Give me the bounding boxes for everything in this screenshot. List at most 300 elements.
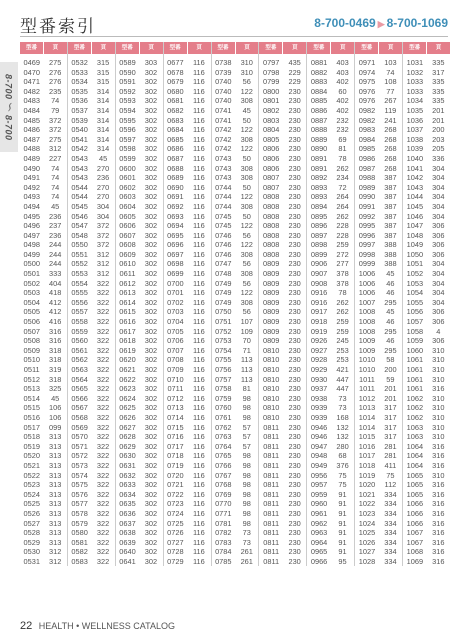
page-ref: 302 <box>144 278 158 288</box>
page-ref: 70 <box>242 336 251 346</box>
model-number: 0809 <box>262 336 280 346</box>
table-row <box>20 432 67 442</box>
page-ref: 314 <box>96 96 110 106</box>
page-ref: 230 <box>288 249 301 259</box>
model-number: 0690 <box>167 182 184 192</box>
page-ref: 272 <box>336 249 349 259</box>
table-row <box>20 279 67 289</box>
model-number: 0697 <box>167 249 184 259</box>
table-row <box>116 384 163 394</box>
model-number: 1060 <box>406 345 424 355</box>
page-ref: 302 <box>144 288 158 298</box>
model-number: 0715 <box>167 422 184 432</box>
model-number: 0729 <box>167 556 184 566</box>
page-ref: 116 <box>192 115 205 125</box>
table-row <box>212 490 259 500</box>
page-ref: 230 <box>288 556 301 566</box>
table-row <box>259 355 306 365</box>
table-row <box>212 365 259 375</box>
table-row <box>403 288 450 298</box>
page-ref: 69 <box>338 134 347 144</box>
table-row <box>259 528 306 538</box>
model-number: 1042 <box>406 173 424 183</box>
model-number: 0811 <box>263 537 280 547</box>
page-ref: 302 <box>144 192 158 202</box>
table-row <box>212 77 259 87</box>
model-number: 0701 <box>167 288 184 298</box>
model-number: 0983 <box>358 125 376 135</box>
model-number: 0523 <box>23 480 40 490</box>
page-ref: 116 <box>192 345 205 355</box>
table-row <box>355 394 402 404</box>
page-ref: 71 <box>242 345 251 355</box>
table-row <box>403 202 450 212</box>
model-number: 0808 <box>262 249 280 259</box>
table-row <box>307 279 354 289</box>
table-row <box>116 471 163 481</box>
page-ref: 302 <box>144 230 158 240</box>
column-header <box>68 42 115 54</box>
model-number: 0686 <box>167 144 184 154</box>
page-ref: 302 <box>144 269 158 279</box>
page-ref: 50 <box>242 115 251 125</box>
table-row <box>116 221 163 231</box>
page-ref: 322 <box>96 556 110 566</box>
model-number: 1023 <box>358 508 376 518</box>
table-row <box>212 192 259 202</box>
page-ref: 106 <box>49 412 62 422</box>
model-number: 0811 <box>263 556 280 566</box>
table-row <box>68 87 115 97</box>
table-row <box>212 144 259 154</box>
page-ref: 98 <box>242 470 251 480</box>
table-row <box>355 231 402 241</box>
page-ref: 295 <box>384 326 397 336</box>
page-ref: 302 <box>144 403 158 413</box>
table-row <box>403 221 450 231</box>
page-ref: 310 <box>432 355 445 365</box>
page-ref: 230 <box>288 326 301 336</box>
page-ref: 232 <box>336 125 349 135</box>
page-ref: 74 <box>51 96 60 106</box>
model-number: 0741 <box>215 105 232 115</box>
table-row <box>403 154 450 164</box>
page-ref: 319 <box>49 365 62 374</box>
model-number: 0745 <box>215 211 232 221</box>
model-number: 0536 <box>71 96 88 106</box>
table-row <box>403 538 450 548</box>
page-ref: 98 <box>242 403 251 413</box>
table-row <box>403 125 450 135</box>
model-number: 0633 <box>119 480 136 490</box>
table-row <box>355 144 402 154</box>
model-number: 0498 <box>23 240 40 250</box>
page-ref: 230 <box>288 355 301 365</box>
model-number: 0725 <box>167 518 184 528</box>
model-number: 0630 <box>119 451 136 461</box>
model-number: 0893 <box>310 192 328 202</box>
table-row <box>164 509 211 519</box>
model-number: 0752 <box>215 326 232 336</box>
table-row <box>116 144 163 154</box>
model-number: 1069 <box>406 556 424 566</box>
model-number: 0713 <box>167 403 184 413</box>
page-ref: 56 <box>242 259 251 269</box>
table-row <box>259 471 306 481</box>
table-row <box>164 173 211 183</box>
model-number: 0939 <box>310 412 328 422</box>
table-row <box>212 432 259 442</box>
table-row <box>20 336 67 346</box>
page-ref: 322 <box>96 422 110 432</box>
model-number: 1010 <box>358 365 376 374</box>
table-row <box>68 346 115 356</box>
page-ref: 50 <box>242 211 251 221</box>
table-row <box>403 471 450 481</box>
model-number: 0746 <box>215 240 232 250</box>
model-number: 0503 <box>23 288 40 298</box>
model-number: 0623 <box>119 384 136 394</box>
page-ref: 116 <box>192 489 205 499</box>
model-number: 0497 <box>23 230 40 240</box>
page-ref: 268 <box>384 125 397 135</box>
page-ref: 56 <box>242 230 251 240</box>
page-ref: 261 <box>240 556 253 566</box>
model-number: 0893 <box>310 182 328 192</box>
page-ref: 74 <box>51 173 60 183</box>
table-row <box>212 336 259 346</box>
page-ref: 116 <box>192 105 205 115</box>
table-row <box>116 336 163 346</box>
table-row <box>403 557 450 567</box>
table-row <box>68 106 115 116</box>
model-number: 0751 <box>215 317 232 327</box>
table-row <box>164 231 211 241</box>
model-number: 0547 <box>71 221 88 231</box>
model-number: 0552 <box>71 259 88 269</box>
table-row <box>259 394 306 404</box>
model-number: 0741 <box>215 115 232 125</box>
table-row <box>20 461 67 471</box>
table-row <box>68 58 115 68</box>
table-row <box>164 259 211 269</box>
model-number: 1039 <box>406 144 424 154</box>
table-row <box>355 499 402 509</box>
page-ref: 304 <box>96 211 110 221</box>
model-number: 0627 <box>119 422 136 432</box>
model-number: 0808 <box>262 192 280 202</box>
model-number: 0635 <box>119 499 136 509</box>
page-ref: 230 <box>288 125 301 135</box>
page-ref: 306 <box>432 221 445 231</box>
page-ref: 313 <box>49 432 62 442</box>
page-ref: 304 <box>432 297 445 307</box>
page-ref: 335 <box>432 58 445 67</box>
model-number: 0710 <box>167 374 184 384</box>
page-ref: 322 <box>96 374 110 384</box>
page-ref: 317 <box>384 422 397 432</box>
table-row <box>355 528 402 538</box>
model-number: 1046 <box>406 211 424 221</box>
page-ref: 306 <box>432 307 445 317</box>
model-number: 0759 <box>215 393 232 403</box>
table-row <box>68 365 115 375</box>
table-row <box>116 442 163 452</box>
table-row <box>68 423 115 433</box>
model-number: 0524 <box>23 489 40 499</box>
header-page: 頁 <box>330 42 354 54</box>
model-number: 1043 <box>406 182 424 192</box>
model-number: 0719 <box>167 460 184 470</box>
page-ref: 388 <box>384 249 397 259</box>
page-ref: 302 <box>144 221 158 231</box>
model-number: 0700 <box>167 278 184 288</box>
model-number: 0562 <box>71 355 88 365</box>
page-ref: 46 <box>386 317 395 327</box>
table-row <box>403 442 450 452</box>
page-ref: 322 <box>96 508 110 518</box>
header-model-number: 型番 <box>217 45 229 51</box>
table-row <box>116 461 163 471</box>
table-row <box>403 212 450 222</box>
model-number: 0606 <box>119 221 136 231</box>
table-row <box>116 298 163 308</box>
table-row <box>403 96 450 106</box>
page-ref: 322 <box>96 345 110 355</box>
table-row <box>307 538 354 548</box>
page-ref: 57 <box>242 432 251 442</box>
table-row <box>355 164 402 174</box>
table-row <box>20 538 67 548</box>
model-number: 0575 <box>71 480 88 490</box>
table-row <box>212 327 259 337</box>
table-row <box>307 58 354 68</box>
table-row <box>20 490 67 500</box>
model-number: 0533 <box>71 67 88 77</box>
page-ref: 322 <box>96 326 110 336</box>
page-ref: 116 <box>192 201 205 211</box>
model-number: 1064 <box>406 460 424 470</box>
model-number: 0527 <box>23 518 40 528</box>
table-row <box>68 432 115 442</box>
table-row <box>307 125 354 135</box>
page-ref: 91 <box>338 499 347 509</box>
page-ref: 98 <box>242 489 251 499</box>
page-ref: 388 <box>384 240 397 250</box>
page-ref: 122 <box>240 192 253 202</box>
page-ref: 72 <box>338 182 347 192</box>
table-row <box>116 346 163 356</box>
model-number: 0810 <box>262 412 280 422</box>
table-row <box>307 87 354 97</box>
table-row <box>116 173 163 183</box>
model-number: 0895 <box>310 211 328 221</box>
table-row <box>403 250 450 260</box>
table-row <box>116 269 163 279</box>
table-row <box>20 192 67 202</box>
page-ref: 230 <box>288 134 301 144</box>
table-row <box>20 442 67 452</box>
model-number: 0883 <box>310 77 328 87</box>
table-row <box>68 279 115 289</box>
model-number: 1007 <box>358 297 376 307</box>
table-row <box>403 365 450 375</box>
model-number: 1051 <box>406 259 424 269</box>
model-number: 0706 <box>167 336 184 346</box>
header-page: 頁 <box>282 42 306 54</box>
model-number: 0703 <box>167 307 184 317</box>
model-number: 0554 <box>71 278 88 288</box>
page-ref: 98 <box>242 499 251 509</box>
table-row <box>403 307 450 317</box>
model-number: 1041 <box>406 163 424 173</box>
model-number: 0548 <box>71 230 88 240</box>
model-number: 0956 <box>310 470 328 480</box>
model-number: 1013 <box>358 403 376 413</box>
table-row <box>259 279 306 289</box>
model-number: 0487 <box>23 134 40 144</box>
table-row <box>116 355 163 365</box>
page-ref: 230 <box>288 192 301 202</box>
model-number: 1021 <box>358 489 376 499</box>
table-row <box>307 250 354 260</box>
model-number: 1048 <box>406 230 424 240</box>
header-model-number: 型番 <box>25 45 37 51</box>
page-ref: 302 <box>144 105 158 115</box>
page-ref: 230 <box>288 259 301 269</box>
table-row <box>355 432 402 442</box>
table-row <box>403 317 450 327</box>
page-ref: 203 <box>432 134 445 144</box>
page-ref: 302 <box>144 163 158 173</box>
header-model-number: 型番 <box>361 45 373 51</box>
page-ref: 230 <box>288 547 301 557</box>
model-number: 0613 <box>119 288 136 298</box>
page-ref: 378 <box>336 269 349 279</box>
table-row <box>259 490 306 500</box>
page-ref: 322 <box>96 278 110 288</box>
model-number: 0550 <box>71 240 88 250</box>
page-ref: 122 <box>240 86 253 96</box>
model-number: 1022 <box>358 499 376 509</box>
table-row <box>307 135 354 145</box>
table-row <box>307 231 354 241</box>
page-ref: 227 <box>49 153 62 163</box>
model-number: 0696 <box>167 240 184 250</box>
table-row <box>212 68 259 78</box>
table-row <box>307 307 354 317</box>
page-ref: 302 <box>144 422 158 432</box>
model-number: 0692 <box>167 201 184 211</box>
page-ref: 116 <box>192 317 205 327</box>
index-column <box>402 42 450 566</box>
model-number: 0504 <box>23 297 40 307</box>
page-ref: 58 <box>386 355 395 365</box>
page-ref: 98 <box>242 518 251 528</box>
table-row <box>355 375 402 385</box>
table-row <box>307 499 354 509</box>
model-number: 1038 <box>406 134 424 144</box>
page-ref: 122 <box>240 144 253 154</box>
model-number: 0569 <box>71 422 88 432</box>
page-ref: 106 <box>49 403 62 413</box>
table-row <box>259 384 306 394</box>
table-row <box>68 317 115 327</box>
page-ref: 315 <box>96 67 110 77</box>
model-number: 0578 <box>71 508 88 518</box>
table-row <box>68 528 115 538</box>
table-row <box>259 221 306 231</box>
column-header <box>164 42 211 54</box>
model-number: 0946 <box>310 432 328 442</box>
page-ref: 334 <box>384 489 397 499</box>
page-ref: 310 <box>432 470 445 480</box>
model-number: 0928 <box>310 355 328 365</box>
page-ref: 230 <box>288 537 301 547</box>
page-ref: 302 <box>144 499 158 509</box>
table-row <box>403 346 450 356</box>
page-ref: 264 <box>336 192 349 202</box>
table-row <box>20 384 67 394</box>
model-number: 1065 <box>406 470 424 480</box>
page-ref: 116 <box>192 96 205 106</box>
page-ref: 116 <box>192 528 205 538</box>
table-row <box>212 480 259 490</box>
model-number: 1066 <box>406 499 424 509</box>
table-row <box>164 547 211 557</box>
model-number: 0810 <box>262 365 280 374</box>
model-number: 0991 <box>358 201 376 211</box>
table-row <box>212 317 259 327</box>
model-number: 0716 <box>167 432 184 442</box>
page-ref: 310 <box>240 58 253 67</box>
page-ref: 412 <box>49 307 62 317</box>
model-number: 0760 <box>215 403 232 413</box>
table-row <box>403 403 450 413</box>
model-number: 0639 <box>119 537 136 547</box>
model-number: 1009 <box>358 345 376 355</box>
model-number: 0738 <box>215 58 232 67</box>
model-number: 0727 <box>167 537 184 547</box>
model-number: 0963 <box>310 528 328 538</box>
table-row <box>68 557 115 567</box>
index-column <box>306 42 354 566</box>
model-number: 0917 <box>310 307 328 317</box>
model-number: 0807 <box>262 173 280 183</box>
page-ref: 304 <box>432 288 445 298</box>
table-row <box>403 135 450 145</box>
page-ref: 116 <box>192 125 205 135</box>
table-row <box>259 557 306 567</box>
table-row <box>355 461 402 471</box>
table-row <box>68 68 115 78</box>
model-number: 0683 <box>167 115 184 125</box>
table-row <box>307 154 354 164</box>
table-row <box>307 327 354 337</box>
table-row <box>68 519 115 529</box>
model-number: 0679 <box>167 77 184 87</box>
page-ref: 306 <box>432 249 445 259</box>
page-ref: 322 <box>96 384 110 394</box>
page-ref: 98 <box>242 393 251 403</box>
table-row <box>259 164 306 174</box>
table-row <box>307 451 354 461</box>
page-ref: 302 <box>144 77 158 87</box>
model-number: 1008 <box>358 317 376 327</box>
table-row <box>259 298 306 308</box>
model-number: 1019 <box>358 470 376 480</box>
table-row <box>259 547 306 557</box>
